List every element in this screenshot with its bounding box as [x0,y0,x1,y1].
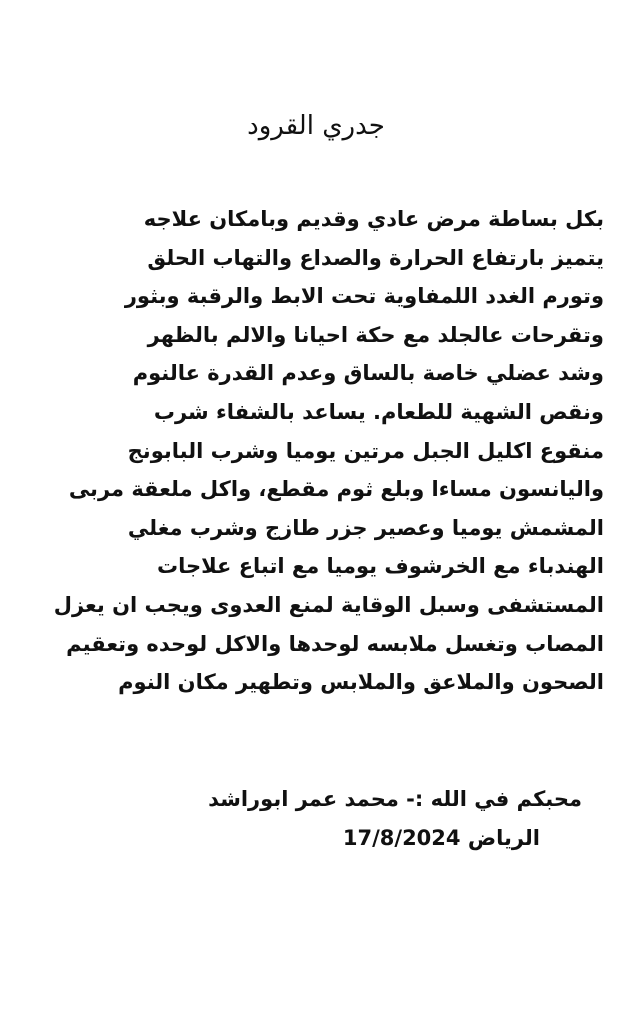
date-value: 17/8/2024 [342,826,461,850]
body-line: المصاب وتغسل ملابسه لوحدها والاكل لوحده وتعقيم [66,631,604,656]
document-title: جدري القرود [247,111,385,141]
place-date-line [102,819,582,858]
body-line: وتورم الغدد اللمفاوية تحت الابط والرقبة وبثور [124,284,604,309]
body-line: الهندباء مع الخرشوف يوميا مع اتباع علاجات [156,554,604,579]
place-name: الرياض [467,826,540,850]
body-line: الصحون والملاعق والملابس وتطهير مكان النوم [118,670,604,695]
body-line: المستشفى وسبل الوقاية لمنع العدوى ويجب ان يعزل [53,592,604,617]
body-line: المشمش يوميا وعصير جزر طازج وشرب مغلي [127,515,604,540]
signature-block [102,780,582,858]
body-line: يتميز بارتفاع الحرارة والصداع والتهاب الحلق [147,245,604,270]
signature-line: محبكم في الله :- محمد عمر ابوراشد [208,787,582,811]
body-line: وشد عضلي خاصة بالساق وعدم القدرة عالنوم [132,361,604,386]
body-line: منقوع اكليل الجبل مرتين يوميا وشرب البابونج [127,438,604,463]
body-line: بكل بساطة مرض عادي وقديم وبامكان علاجه [143,207,604,231]
body-line: وتقرحات عالجلد مع حكة احيانا والالم بالظهر [147,322,604,347]
body-line: واليانسون مساءا وبلع ثوم مقطع، واكل ملعقة مربى [68,477,604,502]
body-line: ونقص الشهية للطعام. يساعد بالشفاء شرب [153,399,604,424]
document-body [24,200,604,702]
